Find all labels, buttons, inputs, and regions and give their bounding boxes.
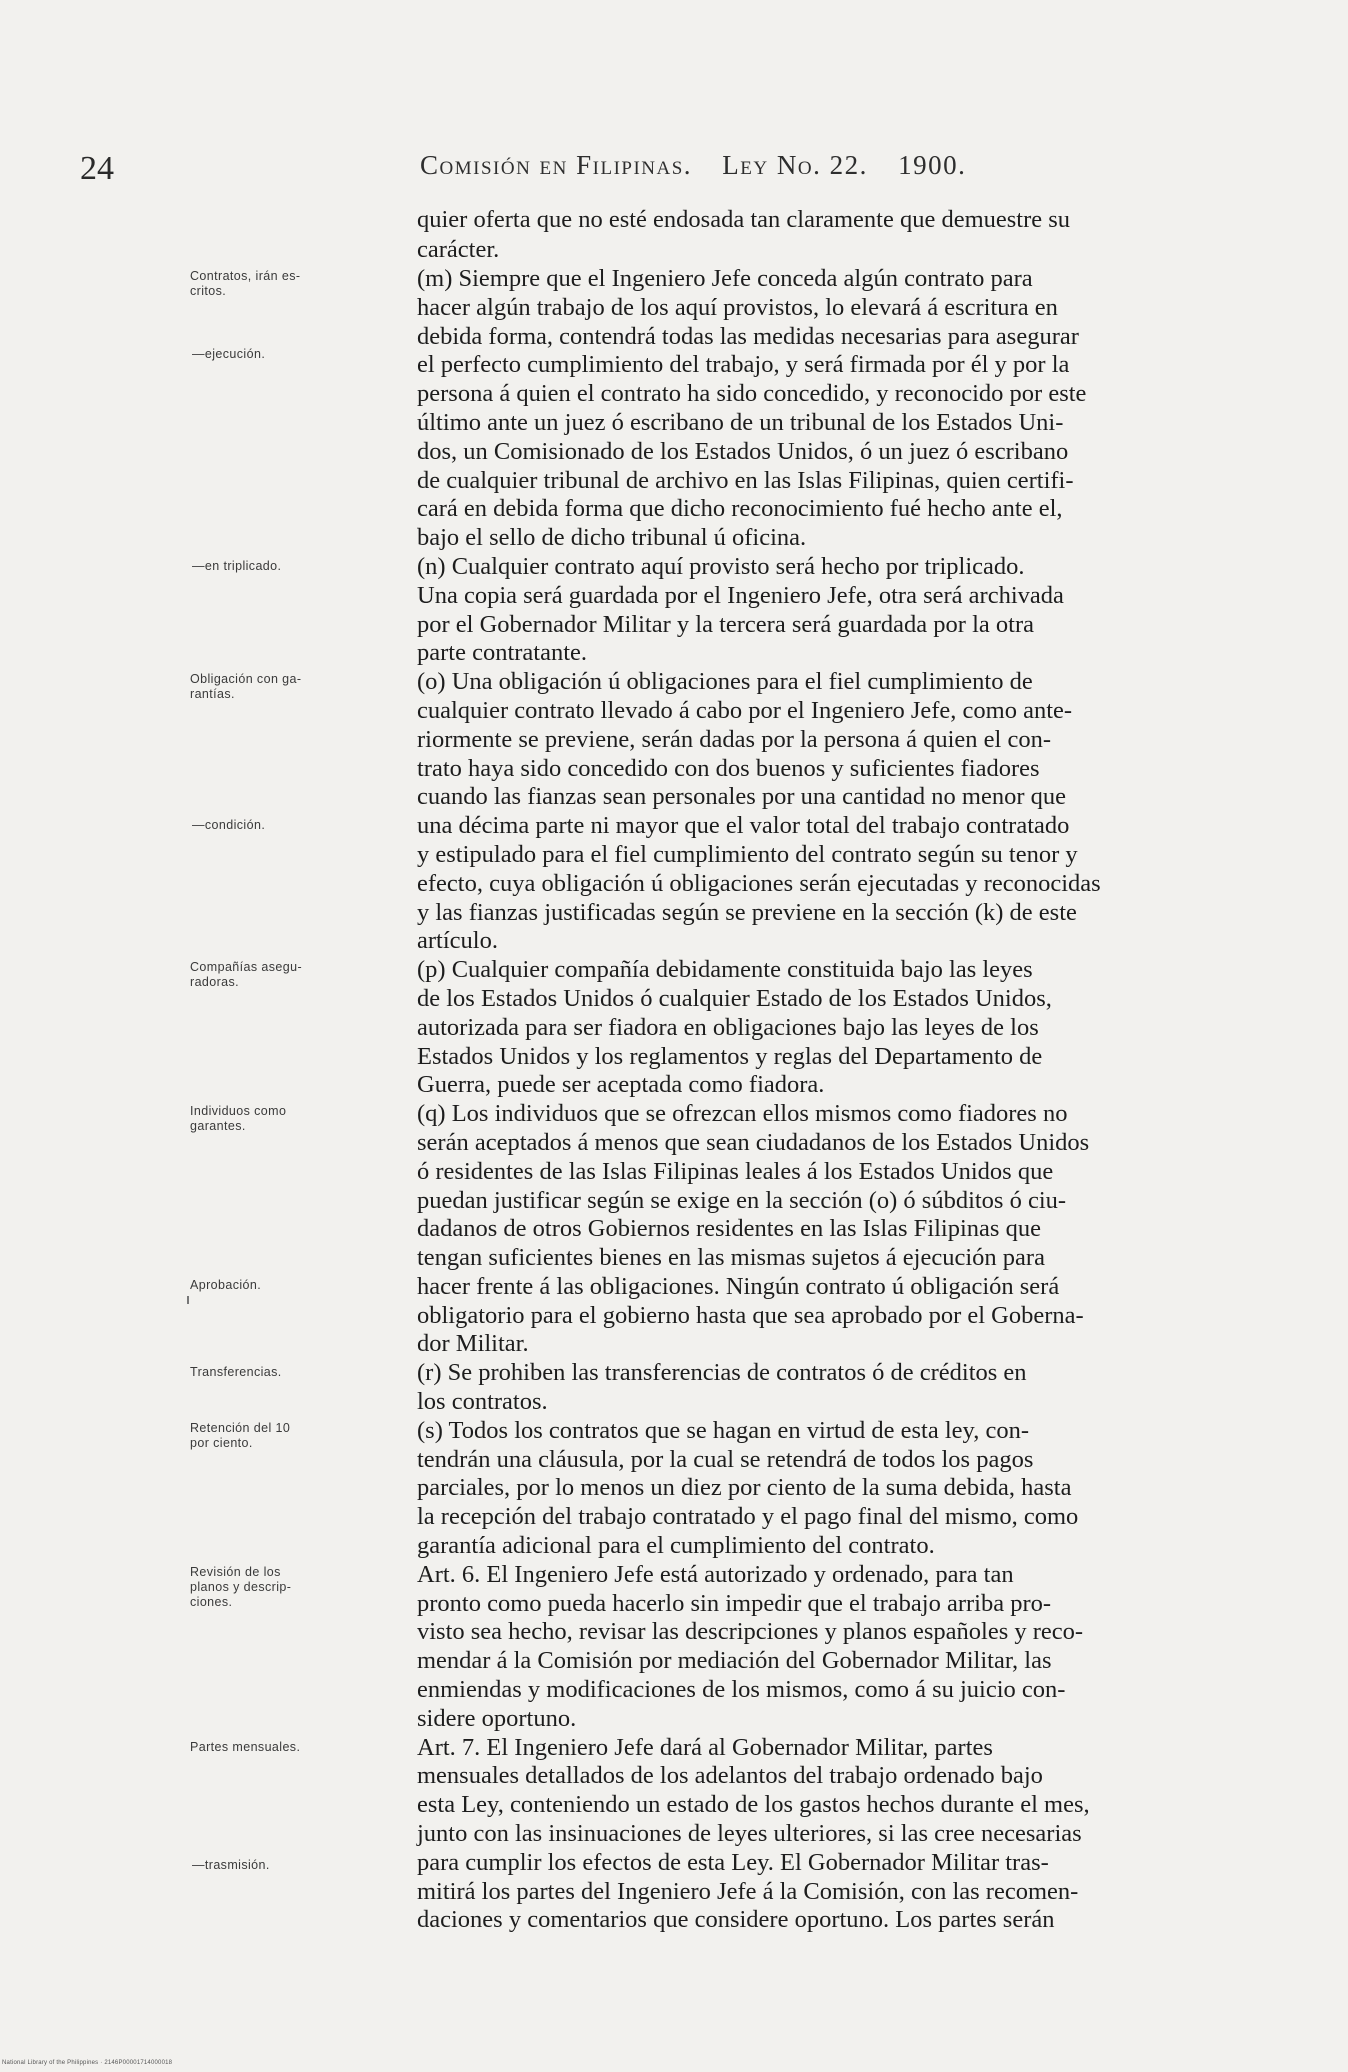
- paragraph-p: (p) Cualquier compañía debidamente constituida bajo las leyes de los Estados Unidos ó cualquier Estado de los Estados Unidos, autorizada para ser fiadora en obligaciones bajo las leyes de los Estados Unidos y los reglamentos y reglas del Departamento de Guerra, puede ser aceptada como fiadora.: [417, 956, 1052, 1099]
- section-s: [0, 1417, 1348, 1561]
- section-m: [0, 265, 1348, 553]
- paragraph-r: (r) Se prohiben las transferencias de contratos ó de créditos en los contratos.: [417, 1359, 1027, 1416]
- scan-credit: National Library of the Philippines · 2146P00001714000018: [2, 2060, 173, 2066]
- margin-note-aprobacion: Aprobación.: [190, 1278, 262, 1293]
- section-o: [0, 668, 1348, 956]
- section-n: [0, 553, 1348, 668]
- margin-note-condicion: —condición.: [192, 818, 266, 833]
- running-head: [420, 150, 1220, 181]
- paragraph-m: (m) Siempre que el Ingeniero Jefe conceda algún contrato para hacer algún trabajo de los aquí provistos, lo elevará á escritura en debida forma, contendrá todas las medidas necesarias para asegurar el perfecto cumplimiento del trabajo, y será firmada por él y por la persona á quien el contrato ha sido concedido, y reconocido por este último ante un juez ó escribano de un tribunal de los Estados Uni- dos, un Comisionado de los Estados Unidos, ó un juez ó escribano de cualquier tribunal de archivo en las Islas Filipinas, quien certifi- cará en debida forma que dicho reconocimiento fué hecho ante el, bajo el sello de dicho tribunal ú oficina.: [417, 265, 1087, 552]
- paragraph-n: (n) Cualquier contrato aquí provisto será hecho por triplicado. Una copia será guardada por el Ingeniero Jefe, otra será archivada por el Gobernador Militar y la tercera será guardada por la otra parte contratante.: [417, 552, 1064, 667]
- section-art-7: [0, 1734, 1348, 1936]
- margin-note-ejecucion: —ejecución.: [192, 347, 266, 361]
- margin-note-contratos-escritos: Contratos, irán es- critos.: [190, 269, 301, 298]
- section-p: [0, 956, 1348, 1100]
- margin-note-retencion: Retención del 10 por ciento.: [190, 1420, 291, 1450]
- margin-note-trasmision: —trasmisión.: [192, 1857, 270, 1872]
- section-r: [0, 1359, 1348, 1417]
- section-art-6: [0, 1561, 1348, 1734]
- paragraph-art-7: Art. 7. El Ingeniero Jefe dará al Gobernador Militar, partes mensuales detallados de los adelantos del trabajo ordenado bajo esta Ley, conteniendo un estado de los gastos hechos durante el mes, junto con las insinuaciones de leyes ulteriores, si las cree necesarias para cumplir los efectos de esta Ley. El Gobernador Militar tras- mitirá los partes del Ingeniero Jefe á la Comisión, con las recomen- daciones y comentarios que considere oportuno. Los partes serán: [417, 1733, 1090, 1934]
- margin-note-companias-aseguradoras: Compañías asegu- radoras.: [190, 960, 303, 990]
- page-body: [0, 205, 1348, 1935]
- margin-tick-mark: [187, 1296, 189, 1304]
- paragraph-art-6: Art. 6. El Ingeniero Jefe está autorizado y ordenado, para tan pronto como pueda hacerlo sin impedir que el trabajo arriba pro- visto sea hecho, revisar las descripciones y planos españoles y reco- mendar á la Comisión por mediación del Gobernador Militar, las enmiendas y modificaciones de los mismos, como á su juicio con- sidere oportuno.: [417, 1560, 1084, 1732]
- margin-note-partes-mensuales: Partes mensuales.: [190, 1739, 301, 1754]
- section-q: [0, 1100, 1348, 1359]
- margin-note-obligacion-garantias: Obligación con ga- rantías.: [190, 672, 302, 702]
- running-head-commission: Comisión en Filipinas.: [420, 150, 693, 180]
- paragraph-s: (s) Todos los contratos que se hagan en virtud de esta ley, con- tendrán una cláusula, por la cual se retendrá de todos los pagos parciales, por lo menos un diez por ciento de la suma debida, hasta la recepción del trabajo contratado y el pago final del mismo, como garantía adicional para el cumplimiento del contrato.: [417, 1416, 1079, 1560]
- running-head-law: Ley No. 22.: [722, 150, 868, 180]
- margin-note-individuos-garantes: Individuos como garantes.: [190, 1104, 287, 1134]
- margin-note-en-triplicado: —en triplicado.: [192, 558, 282, 573]
- margin-note-revision-planos: Revisión de los planos y descrip- ciones.: [190, 1564, 292, 1609]
- running-head-year: 1900.: [898, 150, 967, 180]
- continued-paragraph: quier oferta que no esté endosada tan claramente que demuestre su carácter.: [417, 206, 1071, 263]
- page-number: 24: [80, 150, 114, 187]
- paragraph-q: (q) Los individuos que se ofrezcan ellos mismos como fiadores no serán aceptados á menos que sean ciudadanos de los Estados Unidos ó residentes de las Islas Filipinas leales á los Estados Unidos que puedan justificar según se exige en la sección (o) ó súbditos ó ciu- dadanos de otros Gobiernos residentes en las Islas Filipinas que tengan suficientes bienes en las mismas sujetos á ejecución para hacer frente á las obligaciones. Ningún contrato ú obligación será obligatorio para el gobierno hasta que sea aprobado por el Goberna- dor Militar.: [417, 1100, 1090, 1358]
- paragraph-o: (o) Una obligación ú obligaciones para el fiel cumplimiento de cualquier contrato llevado á cabo por el Ingeniero Jefe, como ante- riormente se previene, serán dadas por la persona á quien el con- trato haya sido concedido con dos buenos y suficientes fiadores cuando las fianzas sean personales por una cantidad no menor que una décima parte ni mayor que el valor total del trabajo contratado y estipulado para el fiel cumplimiento del contrato según su tenor y efecto, cuya obligación ú obligaciones serán ejecutadas y reconocidas y las fianzas justificadas según se previene en la sección (k) de este artículo.: [417, 668, 1101, 955]
- margin-note-transferencias: Transferencias.: [190, 1365, 282, 1380]
